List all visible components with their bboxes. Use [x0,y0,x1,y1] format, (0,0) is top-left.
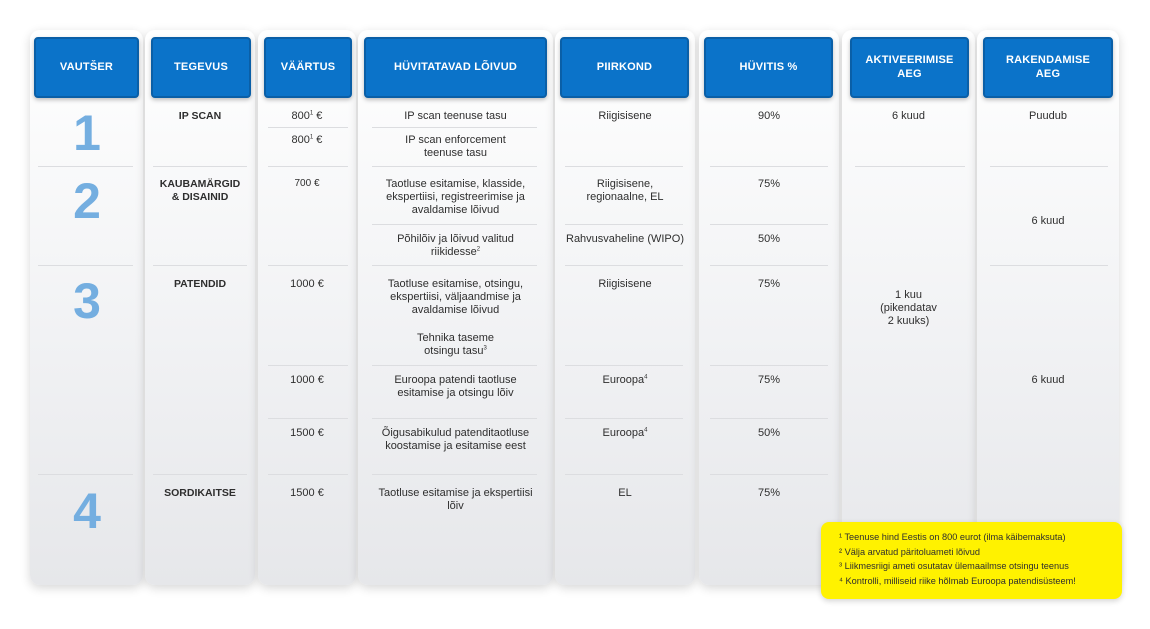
separator [268,365,348,366]
separator [268,474,348,475]
compensation-2b: 50% [757,233,781,245]
header-rakendamise: RAKENDAMISE AEG [983,37,1113,98]
fee-3a: Taotluse esitamise, otsingu, ekspertiisi, väljaandmise ja avaldamise lõivud [387,278,524,317]
region-2a: Riigisisene, regionaalne, EL [586,178,664,204]
compensation-2a: 75% [757,178,781,190]
implementation-2: 6 kuud [1031,215,1065,227]
activity-plant-variety: SORDIKAITSE [164,487,236,499]
header-vautser: VAUTŠER [34,37,139,98]
voucher-number-4: 4 [73,483,101,539]
compensation-4: 75% [757,487,781,499]
compensation-3d: 50% [757,427,781,439]
separator [153,474,247,475]
separator [268,166,348,167]
value-1b: $800^1$ € [291,134,323,146]
value-1a: $800^1$ € [291,110,323,122]
region-3c: Euroopa$^4$ [602,374,648,386]
fee-2a: Taotluse esitamise, klasside, ekspertiisi, registreerimise ja avaldamise lõivud [385,178,526,217]
footnotes-box [821,522,1122,599]
value-3c: 1000 € [290,374,324,386]
header-tegevus: TEGEVUS [151,37,251,98]
separator [565,474,683,475]
compensation-3c: 75% [757,374,781,386]
fee-1b: IP scan enforcement teenuse tasu [405,134,506,160]
region-3d: Euroopa$^4$ [602,427,648,439]
region-4: EL [618,487,632,499]
separator [565,166,683,167]
separator [153,265,247,266]
voucher-number-2: 2 [73,173,101,229]
fee-1a: IP scan teenuse tasu [404,110,507,122]
separator [855,166,965,167]
separator [268,418,348,419]
value-3a: 1000 € [290,278,324,290]
implementation-1: Puudub [1029,110,1067,122]
implementation-3-4: 6 kuud [1031,374,1065,386]
activity-trademarks: KAUBAMÄRGID & DISAINID [159,178,241,203]
header-aktiveerimise: AKTIVEERIMISE AEG [850,37,969,98]
separator [372,474,537,475]
value-4: 1500 € [290,487,324,499]
compensation-3a: 75% [757,278,781,290]
separator [710,166,828,167]
separator [710,474,828,475]
separator [153,166,247,167]
separator [710,265,828,266]
separator [990,265,1108,266]
separator [710,418,828,419]
separator [268,265,348,266]
activity-patents: PATENDID [173,278,227,290]
activity-ip-scan: IP SCAN [178,110,222,122]
region-1: Riigisisene [598,110,652,122]
header-huvitis: HÜVITIS % [704,37,833,98]
separator [372,166,537,167]
activation-2-4: 1 kuu (pikendatav 2 kuuks) [880,289,937,328]
region-3a: Riigisisene [598,278,652,290]
value-3d: 1500 € [290,427,324,439]
footnote-4: ⁴ Kontrolli, milliseid riike hõlmab Euroopa patendisüsteem! [839,575,1076,586]
compensation-1: 90% [757,110,781,122]
separator [565,265,683,266]
separator [372,127,537,128]
fee-2b: Põhilõiv ja lõivud valitud riikidesse$^2$ [397,233,514,259]
value-2: 700 € [294,178,320,189]
separator [710,224,828,225]
separator [565,365,683,366]
separator [268,127,348,128]
separator [710,365,828,366]
separator [38,166,133,167]
separator [372,365,537,366]
header-vaartus: VÄÄRTUS [264,37,352,98]
footnote-1: ¹ Teenuse hind Eestis on 800 eurot (ilma käibemaksuta) [839,532,1066,542]
separator [372,418,537,419]
activation-1: 6 kuud [891,110,926,122]
separator [990,166,1108,167]
voucher-number-1: 1 [73,105,101,161]
region-2b: Rahvusvaheline (WIPO) [566,233,684,245]
fee-4: Taotluse esitamise ja ekspertiisi lõiv [378,487,533,513]
fee-3d: Õigusabikulud patenditaotluse koostamise ja esitamise eest [381,427,530,453]
header-piirkond: PIIRKOND [560,37,689,98]
separator [38,474,133,475]
fee-3b: Tehnika taseme otsingu tasu$^3$ [416,332,495,358]
separator [565,418,683,419]
voucher-number-3: 3 [73,273,101,329]
footnote-3: ³ Liikmesriigi ameti osutatav ülemaailmse otsingu teenus [839,561,1069,571]
header-loivud: HÜVITATAVAD LÕIVUD [364,37,547,98]
footnote-2: ² Välja arvatud päritoluameti lõivud [839,546,980,557]
fee-3c: Euroopa patendi taotluse esitamise ja otsingu lõiv [394,374,517,400]
separator [372,224,537,225]
separator [372,265,537,266]
separator [38,265,133,266]
separator [565,224,683,225]
